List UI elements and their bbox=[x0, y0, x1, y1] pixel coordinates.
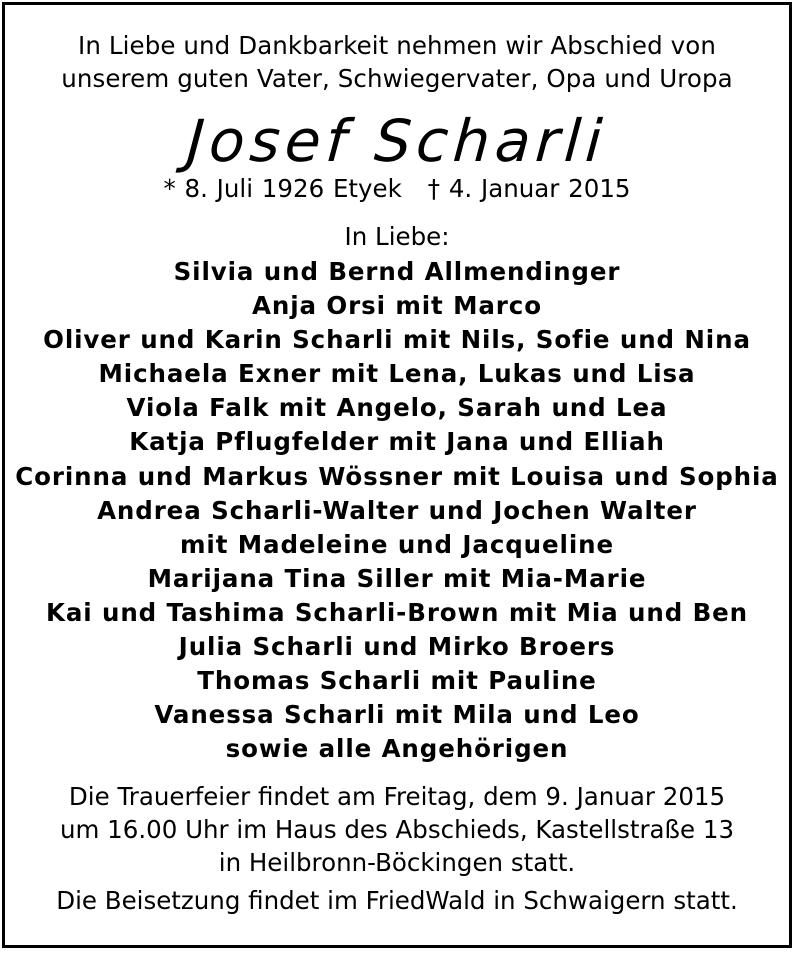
mourner-line: Viola Falk mit Angelo, Sarah und Lea bbox=[126, 393, 668, 423]
mourner-line: Andrea Scharli-Walter und Jochen Walter bbox=[97, 495, 697, 525]
mourner-line: mit Madeleine und Jacqueline bbox=[179, 529, 614, 559]
mourner-line: Marijana Tina Siller mit Mia-Marie bbox=[147, 563, 647, 593]
mourner-line: Silvia und Bernd Allmendinger bbox=[173, 257, 621, 286]
mourner-line: Corinna und Markus Wössner mit Louisa und Sophia bbox=[15, 461, 779, 491]
mourner-line: Thomas Scharli mit Pauline bbox=[197, 666, 597, 696]
mourner-line: Kai und Tashima Scharli-Brown mit Mia und Ben bbox=[45, 597, 749, 627]
deceased-name: Josef Scharli bbox=[184, 107, 610, 175]
mourners-list bbox=[5, 255, 789, 766]
funeral-service-info bbox=[5, 780, 789, 879]
burial-info: Die Beisetzung findet im FriedWald in Schwaigern statt. bbox=[56, 886, 738, 916]
mourner-line: Julia Scharli und Mirko Broers bbox=[178, 632, 616, 662]
death-date: † 4. Januar 2015 bbox=[427, 174, 631, 203]
mourner-line: Michaela Exner mit Lena, Lukas und Lisa bbox=[98, 359, 696, 389]
service-line-3: in Heilbronn-Böckingen statt. bbox=[218, 848, 576, 878]
life-dates bbox=[5, 173, 789, 205]
intro-line-1: In Liebe und Dankbarkeit nehmen wir Abschied von bbox=[78, 31, 716, 60]
intro-text bbox=[5, 29, 789, 95]
service-line-2: um 16.00 Uhr im Haus des Abschieds, Kastellstraße 13 bbox=[59, 815, 735, 845]
mourner-line: Oliver und Karin Scharli mit Nils, Sofie und Nina bbox=[43, 325, 751, 355]
mourner-line: sowie alle Angehörigen bbox=[225, 734, 569, 764]
obituary-notice bbox=[2, 2, 792, 948]
service-line-1: Die Trauerfeier findet am Freitag, dem 9. Januar 2015 bbox=[68, 782, 726, 812]
mourners-heading: In Liebe: bbox=[344, 222, 450, 251]
birth-date: * 8. Juli 1926 Etyek bbox=[163, 174, 402, 203]
intro-line-2: unserem guten Vater, Schwiegervater, Opa und Uropa bbox=[61, 64, 733, 93]
mourner-line: Katja Pflugfelder mit Jana und Elliah bbox=[129, 427, 665, 457]
mourner-line: Anja Orsi mit Marco bbox=[252, 291, 542, 321]
mourner-line: Vanessa Scharli mit Mila und Leo bbox=[154, 700, 640, 730]
